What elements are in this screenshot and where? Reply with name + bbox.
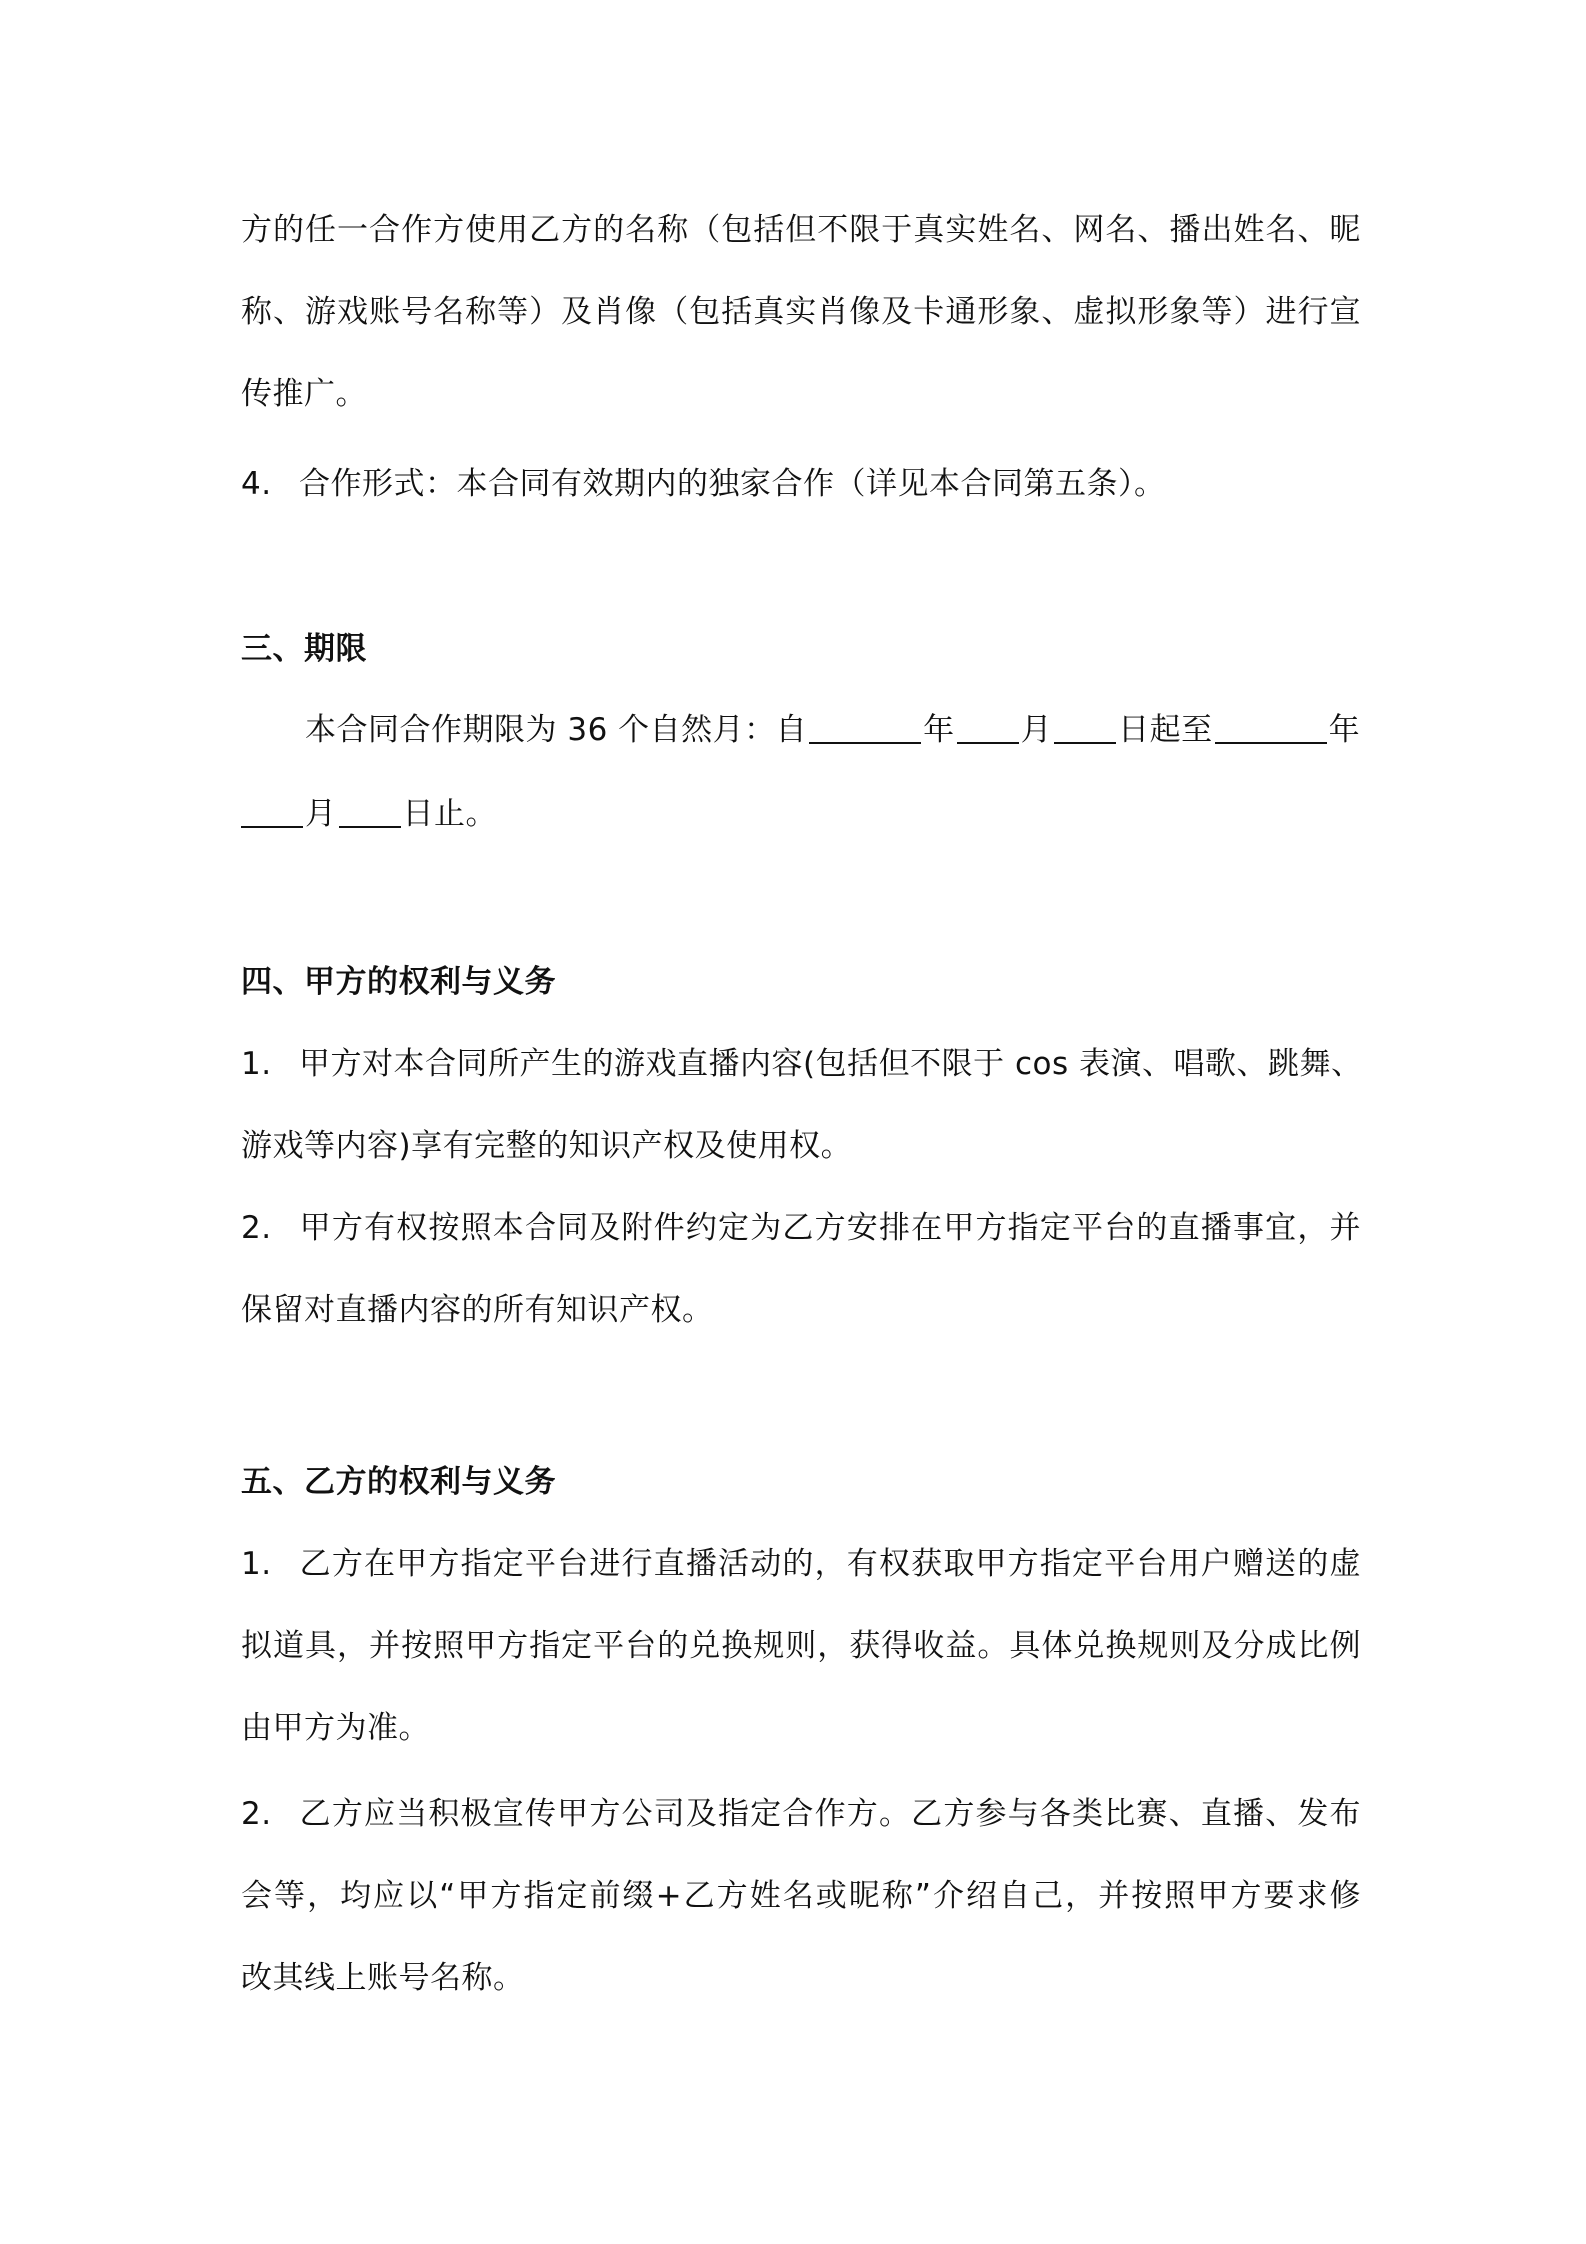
list-item-text: 甲方对本合同所产生的游戏直播内容(包括但不限于 cos 表演、唱歌、跳舞、: [299, 1046, 1363, 1082]
month-label: 月: [305, 796, 337, 832]
blank-day-end: [339, 796, 401, 828]
blank-year-end: [1215, 712, 1327, 744]
blank-day-start: [1054, 712, 1116, 744]
month-label: 月: [1020, 712, 1053, 748]
section-heading-party-b: 五、乙方的权利与义务: [241, 1464, 556, 1500]
paragraph-line: 称、游戏账号名称等）及肖像（包括真实肖像及卡通形象、虚拟形象等）进行宣: [241, 294, 1361, 330]
list-item-4: [241, 462, 1361, 506]
list-number: 2.: [241, 1210, 272, 1246]
list-item-1: [241, 1542, 1361, 1586]
section-heading-term: 三、期限: [241, 631, 367, 667]
blank-month-end: [241, 796, 303, 828]
paragraph-line: 会等，均应以“甲方指定前缀+乙方姓名或昵称”介绍自己，并按照甲方要求修: [241, 1878, 1361, 1914]
year-label: 年: [923, 712, 955, 748]
list-item-text: 甲方有权按照本合同及附件约定为乙方安排在甲方指定平台的直播事宜，并: [299, 1210, 1361, 1246]
paragraph-line: 方的任一合作方使用乙方的名称（包括但不限于真实姓名、网名、播出姓名、昵: [241, 212, 1361, 248]
paragraph-line: 保留对直播内容的所有知识产权。: [241, 1292, 714, 1328]
paragraph-line: 拟道具，并按照甲方指定平台的兑换规则，获得收益。具体兑换规则及分成比例: [241, 1628, 1361, 1664]
paragraph-line: 游戏等内容)享有完整的知识产权及使用权。: [241, 1128, 853, 1164]
list-item-2: [241, 1206, 1361, 1250]
paragraph-line: 改其线上账号名称。: [241, 1960, 525, 1996]
blank-month-start: [957, 712, 1019, 744]
list-item-text: 乙方在甲方指定平台进行直播活动的，有权获取甲方指定平台用户赠送的虚: [299, 1546, 1361, 1582]
paragraph-line: 由甲方为准。: [241, 1710, 430, 1746]
day-label: 日止。: [402, 796, 497, 832]
list-number: 4.: [241, 466, 272, 502]
term-paragraph-line: [305, 708, 1425, 752]
list-item-2: [241, 1792, 1361, 1836]
term-paragraph-line: [241, 792, 1361, 836]
list-item-text: 合作形式：本合同有效期内的独家合作（详见本合同第五条）。: [299, 466, 1166, 502]
blank-year-start: [809, 712, 921, 744]
year-label: 年: [1328, 712, 1361, 748]
list-number: 2.: [241, 1796, 272, 1832]
paragraph-line: 传推广。: [241, 376, 367, 412]
list-item-1: [241, 1042, 1361, 1086]
list-number: 1.: [241, 1546, 272, 1582]
list-number: 1.: [241, 1046, 272, 1082]
list-item-text: 乙方应当积极宣传甲方公司及指定合作方。乙方参与各类比赛、直播、发布: [299, 1796, 1361, 1832]
term-text: 本合同合作期限为 36 个自然月：自: [305, 712, 808, 748]
section-heading-party-a: 四、甲方的权利与义务: [241, 964, 556, 1000]
day-label: 日起至: [1118, 712, 1213, 748]
